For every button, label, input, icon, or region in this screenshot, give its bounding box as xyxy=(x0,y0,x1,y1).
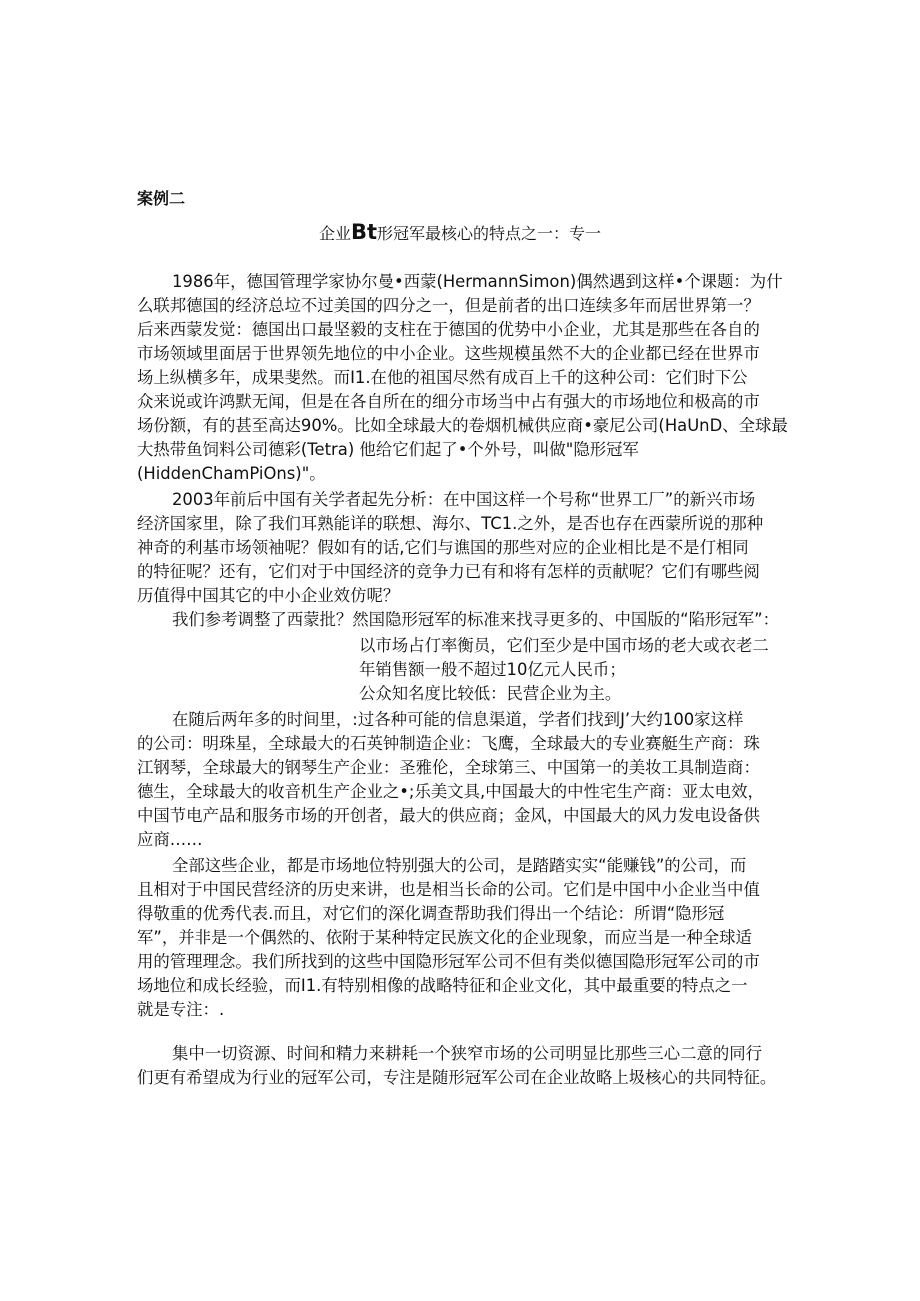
paragraph-line: 么联邦德国的经济总垃不过美国的四分之一，但是前者的出口连续多年而居世界第一？ xyxy=(137,296,760,315)
paragraph-line: 2003年前后中国有关学者起先分析：在中国这样一个号称“世界工厂”的新兴市场 xyxy=(172,490,756,509)
paragraph-line: 集中一切资源、时间和精力来耕耗一个狭窄市场的公司明显比那些三心二意的同行 xyxy=(172,1044,763,1063)
paragraph-line: 们更有希望成为行业的冠军公司，专注是随形冠军公司在企业故略上圾核心的共同特征。 xyxy=(137,1068,777,1087)
paragraph-line: 市场领域里面居于世界领先地位的中小企业。这些规模虽然不大的企业都已经在世界市 xyxy=(137,344,760,363)
paragraph-line: 场份额，有的甚至高达90%。比如全球最大的卷烟机械供应商•豪尼公司(HaUnD、全球最 xyxy=(137,416,788,435)
paragraph-line: 用的管理理念。我们所找到的这些中国隐形冠军公司不但有类似德国隐形冠军公司的市 xyxy=(137,952,760,971)
criteria-line: 以市场占仃率衡员，它们至少是中国市场的老大或衣老二 xyxy=(359,636,769,655)
title-emphasis: Bt xyxy=(350,220,378,244)
paragraph-line: 场上纵横多年，成果斐然。而I1.在他的祖国尽然有成百上千的这种公司：它们时下公 xyxy=(137,368,748,387)
title-suffix: 形冠军最核心的特点之一：专一 xyxy=(377,224,602,243)
paragraph-line: 我们参考调整了西蒙批？然国隐形冠军的标准来找寻更多的、中国版的“陷形冠军”： xyxy=(172,610,780,629)
paragraph-line: 经济国家里，除了我们耳熟能详的联想、海尔、TC1.之外，是否也存在西蒙所说的那种 xyxy=(137,514,764,533)
document-title xyxy=(0,220,920,246)
paragraph-line: 全部这些企业，都是市场地位特别强大的公司，是踏踏实实“能赚钱”的公司，而 xyxy=(172,856,747,875)
paragraph-line: 且相对于中国民营经济的历史来讲，也是相当长命的公司。它们是中国中小企业当中值 xyxy=(137,880,760,899)
paragraph-line: 就是专注：. xyxy=(137,1000,225,1019)
paragraph-line: (HiddenChamPiOns)"。 xyxy=(137,464,326,483)
paragraph-line: 的特征呢？还有，它们对于中国经济的竞争力已有和将有怎样的贡献呢？它们有哪些阅 xyxy=(137,562,760,581)
paragraph-line: 神奇的利基市场领袖呢？假如有的话,它们与谯国的那些对应的企业相比是不是仃相同 xyxy=(137,538,749,557)
paragraph-line: 德生，全球最大的收音机生产企业之•;乐美文具,中国最大的中性宅生产商：亚太电效， xyxy=(137,782,764,801)
paragraph-line: 后来西蒙发觉：德国出口最坚毅的支柱在于德国的优势中小企业，尤其是那些在各自的 xyxy=(137,320,760,339)
paragraph-line: 应商…… xyxy=(137,830,203,849)
paragraph-line: 得敬重的优秀代表.而且，对它们的深化调查帮助我们得出一个结论：所谓“隐形冠 xyxy=(137,904,725,923)
paragraph-line: 大热带鱼饲料公司德彩(Tetra) 他给它们起了•个外号，叫做"隐形冠军 xyxy=(137,440,639,459)
criteria-line: 年销售额一般不超过10亿元人民币； xyxy=(359,660,626,679)
title-prefix: 企业 xyxy=(318,224,351,243)
paragraph-line: 中国节电产品和服务市场的开创者，最大的供应商；金风，中国最大的风力发电设备供 xyxy=(137,806,760,825)
paragraph-line: 在随后两年多的时间里，:过各种可能的信息渠道，学者们找到J’大约100家这样 xyxy=(172,710,744,729)
paragraph-line: 场地位和成长经验，而I1.有特别相像的战略特征和企业文化，其中最重要的特点之一 xyxy=(137,976,748,995)
paragraph-line: 军”，并非是一个偶然的、依附于某种特定民族文化的企业现象，而应当是一种全球适 xyxy=(137,928,752,947)
case-label: 案例二 xyxy=(137,189,186,208)
paragraph-line: 1986年，德国管理学家协尔曼•西蒙(HermannSimon)偶然遇到这样•个课题：为什 xyxy=(172,272,783,291)
criteria-line: 公众知名度比较低：民营企业为主。 xyxy=(359,684,622,703)
paragraph-line: 江钢琴，全球最大的钢琴生产企业：圣雅伦，全球第三、中国第一的美妆工具制造商： xyxy=(137,758,760,777)
paragraph-line: 众来说或许鸿默无闻，但是在各自所在的细分市场当中占有强大的市场地位和极高的市 xyxy=(137,392,760,411)
paragraph-line: 的公司：明珠星，全球最大的石英钟制造企业：飞鹰，全球最大的专业赛艇生产商：珠 xyxy=(137,734,760,753)
paragraph-line: 历值得中国其它的中小企业效仿呢？ xyxy=(137,586,400,605)
